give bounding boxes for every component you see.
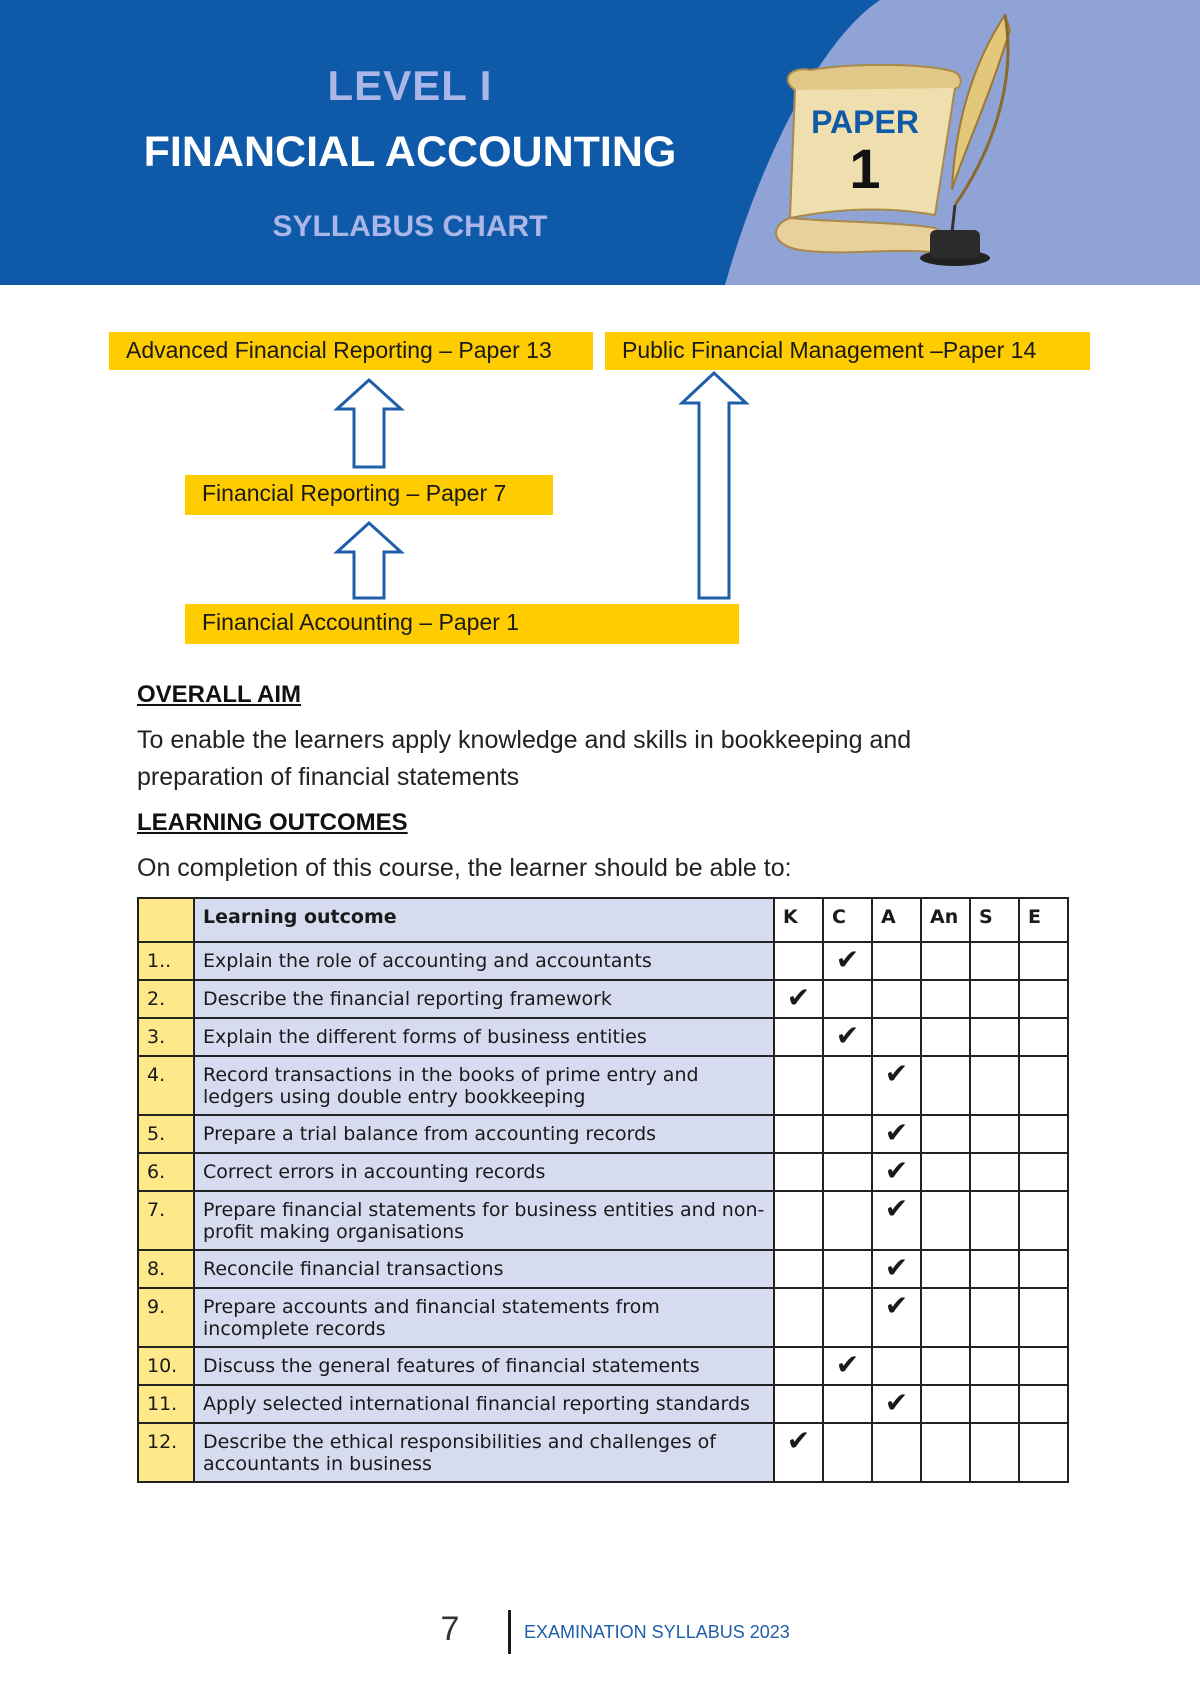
- level-cell-e: [1019, 1115, 1068, 1153]
- level-cell-s: [970, 1347, 1019, 1385]
- col-header-number: [138, 898, 194, 942]
- col-header-outcome: Learning outcome: [194, 898, 774, 942]
- level-cell-an: [921, 1056, 970, 1115]
- level-heading: LEVEL I: [327, 62, 493, 109]
- table-row: [138, 1191, 1068, 1250]
- paper7-box: Financial Reporting – Paper 7: [185, 475, 553, 515]
- paper-number: 1: [849, 137, 881, 200]
- level-cell-k: [774, 1191, 823, 1250]
- level-cell-c: [823, 1115, 872, 1153]
- level-cell-k: [774, 1423, 823, 1482]
- outcome-description: Correct errors in accounting records: [194, 1153, 774, 1191]
- checkmark-icon: ✔: [884, 1251, 909, 1284]
- table-row: [138, 1423, 1068, 1482]
- outcome-number: 3.: [138, 1018, 194, 1056]
- level-cell-a: [872, 1018, 921, 1056]
- level-cell-e: [1019, 980, 1068, 1018]
- level-cell-an: [921, 1423, 970, 1482]
- checkmark-icon: ✔: [884, 1192, 909, 1225]
- level-cell-a: [872, 1056, 921, 1115]
- level-cell-s: [970, 1385, 1019, 1423]
- level-cell-an: [921, 1115, 970, 1153]
- outcome-number: 9.: [138, 1288, 194, 1347]
- outcome-number: 6.: [138, 1153, 194, 1191]
- outcome-description: Record transactions in the books of prime entry and ledgers using double entry bookkeeping: [194, 1056, 774, 1115]
- level-cell-e: [1019, 1056, 1068, 1115]
- footer-label: EXAMINATION SYLLABUS 2023: [524, 1622, 790, 1642]
- level-cell-s: [970, 1056, 1019, 1115]
- checkmark-icon: ✔: [884, 1289, 909, 1322]
- outcome-number: 4.: [138, 1056, 194, 1115]
- col-header-e: E: [1019, 898, 1068, 942]
- table-row: [138, 1056, 1068, 1115]
- level-cell-a: [872, 1250, 921, 1288]
- level-cell-c: [823, 1423, 872, 1482]
- level-cell-k: [774, 1115, 823, 1153]
- level-cell-an: [921, 1385, 970, 1423]
- level-cell-an: [921, 1153, 970, 1191]
- level-cell-an: [921, 1191, 970, 1250]
- level-cell-s: [970, 980, 1019, 1018]
- level-cell-a: [872, 1347, 921, 1385]
- checkmark-icon: ✔: [835, 943, 860, 976]
- table-header-row: [138, 898, 1068, 942]
- col-header-s: S: [970, 898, 1019, 942]
- level-cell-e: [1019, 1153, 1068, 1191]
- checkmark-icon: ✔: [786, 1424, 811, 1457]
- level-cell-e: [1019, 942, 1068, 980]
- level-cell-an: [921, 980, 970, 1018]
- page-title: FINANCIAL ACCOUNTING: [143, 128, 677, 176]
- paper-label: PAPER: [811, 104, 919, 140]
- col-header-k: K: [774, 898, 823, 942]
- level-cell-a: [872, 1288, 921, 1347]
- level-cell-an: [921, 1250, 970, 1288]
- outcome-number: 5.: [138, 1115, 194, 1153]
- level-cell-s: [970, 1018, 1019, 1056]
- outcome-number: 1..: [138, 942, 194, 980]
- table-row: [138, 1153, 1068, 1191]
- outcome-number: 10.: [138, 1347, 194, 1385]
- outcome-description: Describe the ethical responsibilities and challenges of accountants in business: [194, 1423, 774, 1482]
- level-cell-c: [823, 1250, 872, 1288]
- outcome-number: 7.: [138, 1191, 194, 1250]
- table-row: [138, 1288, 1068, 1347]
- table-row: [138, 1250, 1068, 1288]
- table-row: [138, 1018, 1068, 1056]
- level-cell-an: [921, 942, 970, 980]
- level-cell-c: [823, 1018, 872, 1056]
- table-row: [138, 980, 1068, 1018]
- footer-divider: [508, 1610, 511, 1654]
- level-cell-c: [823, 980, 872, 1018]
- level-cell-c: [823, 1056, 872, 1115]
- table-row: [138, 1115, 1068, 1153]
- paper14-box: Public Financial Management –Paper 14: [605, 332, 1090, 370]
- outcome-description: Reconcile financial transactions: [194, 1250, 774, 1288]
- level-cell-k: [774, 1347, 823, 1385]
- page-subtitle: SYLLABUS CHART: [272, 210, 548, 243]
- outcome-description: Apply selected international financial reporting standards: [194, 1385, 774, 1423]
- table-body: [138, 942, 1068, 1482]
- level-cell-a: [872, 942, 921, 980]
- level-cell-k: [774, 942, 823, 980]
- level-cell-a: [872, 1423, 921, 1482]
- col-header-c: C: [823, 898, 872, 942]
- outcome-description: Prepare a trial balance from accounting records: [194, 1115, 774, 1153]
- outcome-number: 8.: [138, 1250, 194, 1288]
- outcome-number: 12.: [138, 1423, 194, 1482]
- col-header-an: An: [921, 898, 970, 942]
- overall-aim-heading: OVERALL AIM: [137, 681, 302, 708]
- checkmark-icon: ✔: [835, 1019, 860, 1052]
- level-cell-an: [921, 1018, 970, 1056]
- level-cell-c: [823, 1347, 872, 1385]
- level-cell-k: [774, 1385, 823, 1423]
- page-number: 7: [440, 1610, 460, 1648]
- overall-aim-text: To enable the learners apply knowledge and skills in bookkeeping and preparation of financial statements: [137, 726, 912, 791]
- level-cell-c: [823, 1288, 872, 1347]
- col-header-a: A: [872, 898, 921, 942]
- level-cell-s: [970, 942, 1019, 980]
- header-banner: [0, 0, 1200, 285]
- arrow-paper7-to-paper13: [337, 380, 401, 467]
- level-cell-s: [970, 1115, 1019, 1153]
- level-cell-an: [921, 1347, 970, 1385]
- level-cell-s: [970, 1153, 1019, 1191]
- level-cell-e: [1019, 1250, 1068, 1288]
- checkmark-icon: ✔: [884, 1386, 909, 1419]
- level-cell-a: [872, 1385, 921, 1423]
- learning-outcomes-heading: LEARNING OUTCOMES: [137, 809, 408, 836]
- level-cell-c: [823, 942, 872, 980]
- level-cell-s: [970, 1191, 1019, 1250]
- level-cell-s: [970, 1423, 1019, 1482]
- level-cell-an: [921, 1288, 970, 1347]
- arrow-paper1-to-paper7: [337, 523, 401, 598]
- level-cell-e: [1019, 1288, 1068, 1347]
- checkmark-icon: ✔: [884, 1057, 909, 1090]
- level-cell-a: [872, 1115, 921, 1153]
- level-cell-k: [774, 980, 823, 1018]
- outcome-description: Explain the different forms of business entities: [194, 1018, 774, 1056]
- checkmark-icon: ✔: [835, 1348, 860, 1381]
- learning-outcomes-intro: On completion of this course, the learner should be able to:: [137, 854, 792, 882]
- table-row: [138, 942, 1068, 980]
- outcome-description: Prepare financial statements for business entities and non-profit making organisations: [194, 1191, 774, 1250]
- checkmark-icon: ✔: [786, 981, 811, 1014]
- level-cell-s: [970, 1288, 1019, 1347]
- level-cell-c: [823, 1153, 872, 1191]
- table-row: [138, 1385, 1068, 1423]
- level-cell-e: [1019, 1347, 1068, 1385]
- level-cell-k: [774, 1153, 823, 1191]
- level-cell-k: [774, 1250, 823, 1288]
- level-cell-e: [1019, 1385, 1068, 1423]
- level-cell-c: [823, 1191, 872, 1250]
- outcome-number: 11.: [138, 1385, 194, 1423]
- table-row: [138, 1347, 1068, 1385]
- outcome-description: Describe the financial reporting framework: [194, 980, 774, 1018]
- learning-outcomes-table: [137, 897, 1069, 1483]
- level-cell-e: [1019, 1018, 1068, 1056]
- level-cell-s: [970, 1250, 1019, 1288]
- outcome-number: 2.: [138, 980, 194, 1018]
- level-cell-e: [1019, 1423, 1068, 1482]
- outcome-description: Prepare accounts and financial statements from incomplete records: [194, 1288, 774, 1347]
- level-cell-e: [1019, 1191, 1068, 1250]
- paper1-box: Financial Accounting – Paper 1: [185, 604, 739, 644]
- checkmark-icon: ✔: [884, 1116, 909, 1149]
- level-cell-k: [774, 1288, 823, 1347]
- level-cell-k: [774, 1018, 823, 1056]
- paper13-box: Advanced Financial Reporting – Paper 13: [109, 332, 593, 370]
- level-cell-k: [774, 1056, 823, 1115]
- progression-arrows: [0, 300, 1200, 660]
- checkmark-icon: ✔: [884, 1154, 909, 1187]
- outcome-description: Explain the role of accounting and accountants: [194, 942, 774, 980]
- outcome-description: Discuss the general features of financial statements: [194, 1347, 774, 1385]
- level-cell-a: [872, 980, 921, 1018]
- level-cell-c: [823, 1385, 872, 1423]
- level-cell-a: [872, 1153, 921, 1191]
- level-cell-a: [872, 1191, 921, 1250]
- arrow-paper1-to-paper14: [682, 373, 746, 598]
